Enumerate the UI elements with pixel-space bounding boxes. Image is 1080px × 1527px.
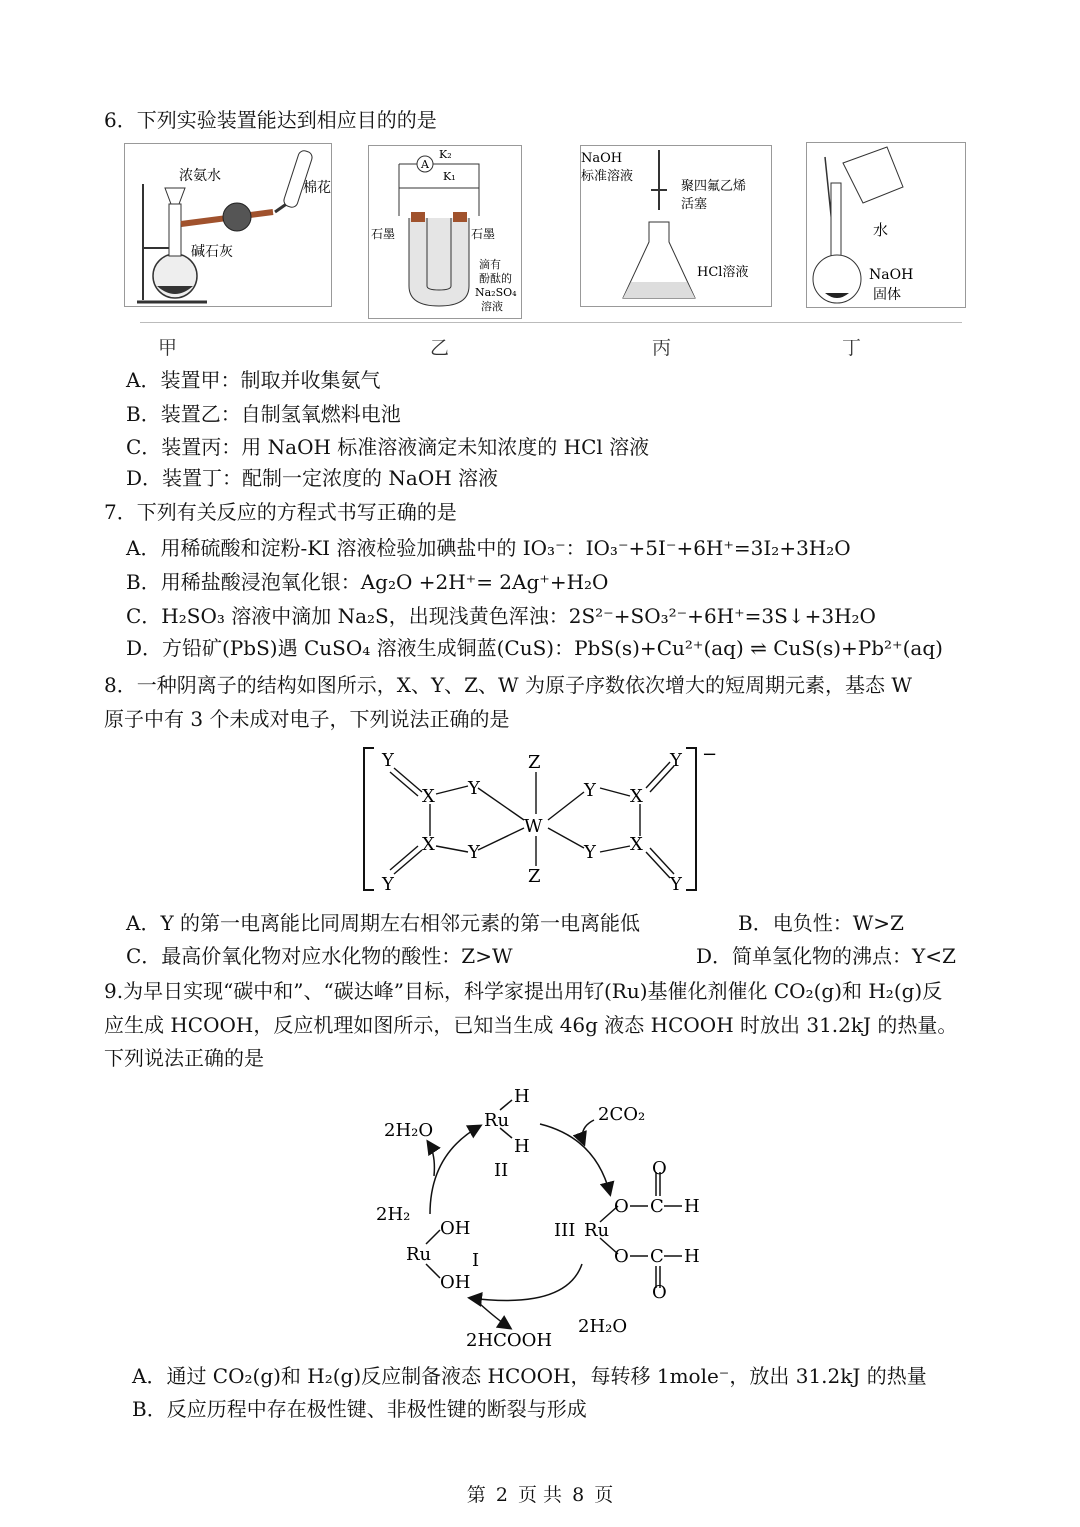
q7-option-b: B．用稀盐酸浸泡氧化银：Ag₂O +2H⁺= 2Ag⁺+H₂O [126, 570, 609, 594]
anion-structure [360, 744, 720, 896]
cycle-2hcooh: 2HCOOH [466, 1330, 553, 1351]
cycle-c-1: C [650, 1196, 664, 1217]
fig-label-ding: 丁 [842, 337, 862, 359]
cycle-2h2: 2H₂ [376, 1204, 411, 1225]
cycle-label-i: I [472, 1250, 480, 1271]
q9-option-b: B．反应历程中存在极性键、非极性键的断裂与形成 [132, 1397, 587, 1421]
q7-stem: 7．下列有关反应的方程式书写正确的是 [104, 500, 457, 524]
atom-y-8: Y [670, 874, 682, 895]
q6-option-d: D．装置丁：配制一定浓度的 NaOH 溶液 [126, 466, 499, 490]
sol-line3: Na₂SO₄ [475, 286, 517, 299]
q8-option-c: C．最高价氧化物对应水化物的酸性：Z>W [126, 944, 513, 968]
switch-k2: K₂ [439, 148, 452, 161]
q9-stem-line1: 9.为早日实现“碳中和”、“碳达峰”目标，科学家提出用钌(Ru)基催化剂催化 CO₂(g)和 H₂(g)反 [104, 979, 943, 1003]
cycle-h-4: H [684, 1246, 700, 1267]
atom-x-2: X [422, 834, 435, 855]
q7-option-a: A．用稀硫酸和淀粉-KI 溶液检验加碘盐中的 IO₃⁻：IO₃⁻+5I⁻+6H⁺=3I₂+3H₂O [126, 536, 851, 560]
label-graphite-left: 石墨 [371, 227, 396, 241]
q8-option-b: B．电负性：W>Z [738, 911, 904, 935]
cycle-o-1: O [614, 1196, 629, 1217]
atom-y-6: Y [584, 842, 596, 863]
apparatus-jia-drawing [125, 144, 331, 306]
label-water: 水 [873, 221, 889, 239]
cycle-o-top: O [652, 1158, 667, 1179]
atom-z-1: Z [528, 752, 541, 773]
cycle-h-2: H [514, 1136, 530, 1157]
atom-x-3: X [630, 786, 643, 807]
apparatus-jia [124, 143, 332, 307]
label-stopcock: 活塞 [681, 197, 708, 212]
atom-w: W [524, 816, 543, 837]
atom-x-4: X [630, 834, 643, 855]
atom-x-1: X [422, 786, 435, 807]
figure-divider [140, 322, 962, 323]
cycle-ru-iii: Ru [584, 1220, 610, 1241]
fig-label-jia: 甲 [158, 337, 178, 359]
apparatus-yi-drawing [369, 146, 521, 318]
cycle-2h2o-bottom: 2H₂O [578, 1316, 628, 1337]
cycle-c-2: C [650, 1246, 664, 1267]
q6-option-a: A．装置甲：制取并收集氨气 [126, 368, 381, 392]
atom-y-4: Y [382, 874, 394, 895]
q6-option-b: B．装置乙：自制氢氧燃料电池 [126, 402, 401, 426]
footer-pre: 第 [466, 1484, 486, 1506]
q7-option-c: C．H₂SO₃ 溶液中滴加 Na₂S，出现浅黄色浑浊：2S²⁻+SO₃²⁻+6H⁺=3S↓+3H₂O [126, 604, 876, 628]
label-standard-solution: 标准溶液 [581, 169, 634, 184]
atom-z-2: Z [528, 866, 541, 887]
label-ptfe: 聚四氟乙烯 [681, 179, 747, 194]
sol-line1: 滴有 [479, 258, 501, 271]
q8-stem-line2: 原子中有 3 个未成对电子，下列说法正确的是 [104, 707, 510, 731]
charge-sign: − [702, 744, 718, 765]
q6-option-c: C．装置丙：用 NaOH 标准溶液滴定未知浓度的 HCl 溶液 [126, 435, 650, 459]
apparatus-ding-drawing [807, 143, 965, 307]
q9-stem-line3: 下列说法正确的是 [104, 1046, 264, 1070]
q8-option-a: A．Y 的第一电离能比同周期左右相邻元素的第一电离能低 [126, 911, 641, 935]
apparatus-ding [806, 142, 966, 308]
cycle-ru-i: Ru [406, 1244, 432, 1265]
cycle-2h2o-top: 2H₂O [384, 1120, 434, 1141]
cycle-ru-ii: Ru [484, 1110, 510, 1131]
cycle-o-2: O [614, 1246, 629, 1267]
fig-label-yi: 乙 [430, 337, 450, 359]
atom-y-2: Y [468, 778, 480, 799]
label-naoh-solid: NaOH [869, 267, 914, 283]
atom-y-1: Y [382, 750, 394, 771]
switch-k1: K₁ [443, 170, 456, 183]
q9-stem-line2: 应生成 HCOOH，反应机理如图所示，已知当生成 46g 液态 HCOOH 时放出 31.2kJ 的热量。 [104, 1013, 958, 1037]
sol-line2: 酚酞的 [479, 272, 512, 285]
label-cotton: 棉花 [303, 180, 331, 196]
footer-total-pages: 8 [572, 1484, 585, 1506]
label-ammonia-water: 浓氨水 [179, 168, 221, 184]
apparatus-yi [368, 145, 522, 319]
label-solid: 固体 [873, 287, 901, 303]
page-footer [0, 1480, 1080, 1507]
cycle-oh-2: OH [440, 1272, 471, 1293]
q6-stem: 6．下列实验装置能达到相应目的的是 [104, 108, 437, 132]
label-graphite-right: 石墨 [471, 227, 496, 241]
footer-mid: 页 共 [517, 1484, 563, 1506]
label-soda-lime: 碱石灰 [191, 244, 233, 260]
footer-page-number: 2 [495, 1484, 508, 1506]
reaction-cycle [370, 1084, 710, 1356]
atom-y-7: Y [670, 750, 682, 771]
q8-stem-line1: 8．一种阴离子的结构如图所示，X、Y、Z、W 为原子序数依次增大的短周期元素，基态 W [104, 673, 912, 697]
cycle-2co2: 2CO₂ [598, 1104, 646, 1125]
q9-option-a: A．通过 CO₂(g)和 H₂(g)反应制备液态 HCOOH，每转移 1mole⁻，放出 31.2kJ 的热量 [132, 1364, 927, 1388]
ammeter-letter: A [421, 158, 429, 171]
apparatus-bing-drawing [581, 146, 771, 306]
atom-y-3: Y [468, 842, 480, 863]
cycle-label-iii: III [554, 1220, 576, 1241]
apparatus-bing [580, 145, 772, 307]
cycle-oh-1: OH [440, 1218, 471, 1239]
cycle-label-ii: II [494, 1160, 509, 1181]
cycle-o-bottom: O [652, 1282, 667, 1303]
q8-option-d: D．简单氢化物的沸点：Y<Z [696, 944, 956, 968]
atom-y-5: Y [584, 780, 596, 801]
label-naoh: NaOH [581, 151, 623, 166]
sol-line4: 溶液 [481, 300, 503, 313]
fig-label-bing: 丙 [652, 337, 672, 359]
label-hcl-solution: HCl溶液 [697, 265, 749, 280]
cycle-h-3: H [684, 1196, 700, 1217]
cycle-h-1: H [514, 1086, 530, 1107]
footer-post: 页 [594, 1484, 614, 1506]
q7-option-d: D．方铅矿(PbS)遇 CuSO₄ 溶液生成铜蓝(CuS)：PbS(s)+Cu²⁺(aq) ⇌ CuS(s)+Pb²⁺(aq) [126, 636, 943, 660]
